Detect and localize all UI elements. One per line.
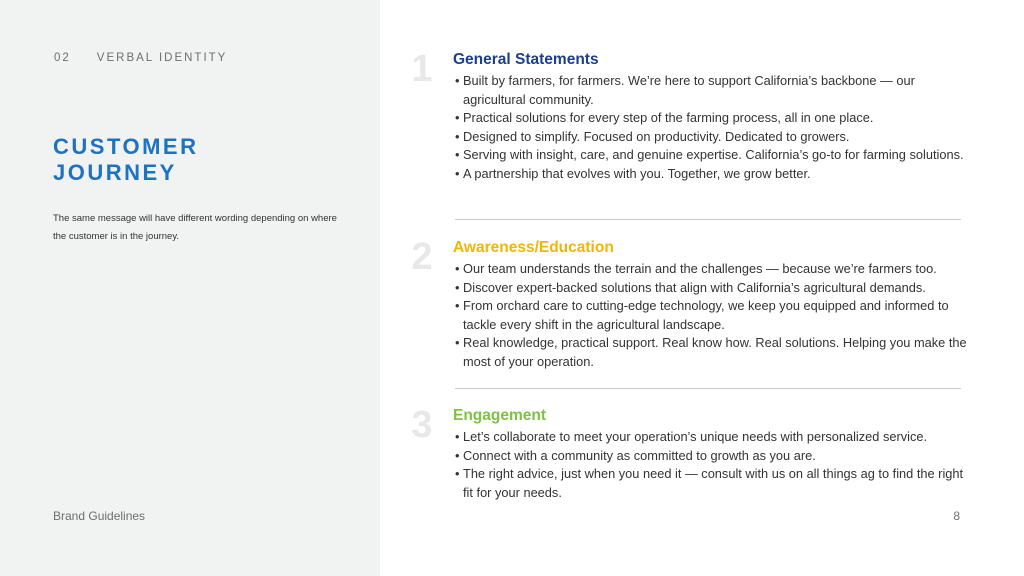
bullet-list (455, 428, 975, 502)
section-heading: Awareness/Education (453, 239, 614, 256)
bullet-item: • From orchard care to cutting-edge technology, we keep you equipped and informed to tackle every shift in the agricultural landscape. (455, 297, 975, 334)
bullet-item: • Serving with insight, care, and genuine expertise. California’s go-to for farming solutions. (455, 146, 975, 165)
bullet-list (455, 260, 975, 372)
bullet-item: • Connect with a community as committed to growth as you are. (455, 447, 975, 466)
section-number-large: 1 (411, 48, 433, 90)
divider (455, 388, 961, 389)
bullet-item: • Built by farmers, for farmers. We’re here to support California’s backbone — our agricultural community. (455, 72, 975, 109)
section-number: 02 (54, 52, 71, 64)
footer-label: Brand Guidelines (53, 509, 146, 523)
divider (455, 219, 961, 220)
bullet-item: • Real knowledge, practical support. Real know how. Real solutions. Helping you make the most of your operation. (455, 334, 975, 371)
page-title (53, 134, 199, 186)
sidebar (0, 0, 380, 576)
bullet-item: • Let’s collaborate to meet your operation’s unique needs with personalized service. (455, 428, 975, 447)
section-number-large: 3 (411, 404, 433, 446)
section-label (54, 52, 227, 64)
bullet-item: • Our team understands the terrain and the challenges — because we’re farmers too. (455, 260, 975, 279)
bullet-item: • Designed to simplify. Focused on productivity. Dedicated to growers. (455, 128, 975, 147)
page-number: 8 (953, 509, 960, 523)
bullet-item: • A partnership that evolves with you. Together, we grow better. (455, 165, 975, 184)
page-title-line-2: JOURNEY (53, 160, 177, 185)
page-description: The same message will have different wording depending on where the customer is in the journey. (53, 213, 337, 242)
bullet-item: • The right advice, just when you need it — consult with us on all things ag to find the right fit for your needs. (455, 465, 975, 502)
section-heading: General Statements (453, 51, 599, 68)
bullet-item: • Practical solutions for every step of the farming process, all in one place. (455, 109, 975, 128)
section-name: VERBAL IDENTITY (96, 52, 228, 64)
section-heading: Engagement (453, 407, 547, 424)
bullet-item: • Discover expert-backed solutions that align with California’s agricultural demands. (455, 279, 975, 298)
section-number-large: 2 (411, 236, 433, 278)
bullet-list (455, 72, 975, 184)
page-title-line-1: CUSTOMER (53, 134, 199, 159)
